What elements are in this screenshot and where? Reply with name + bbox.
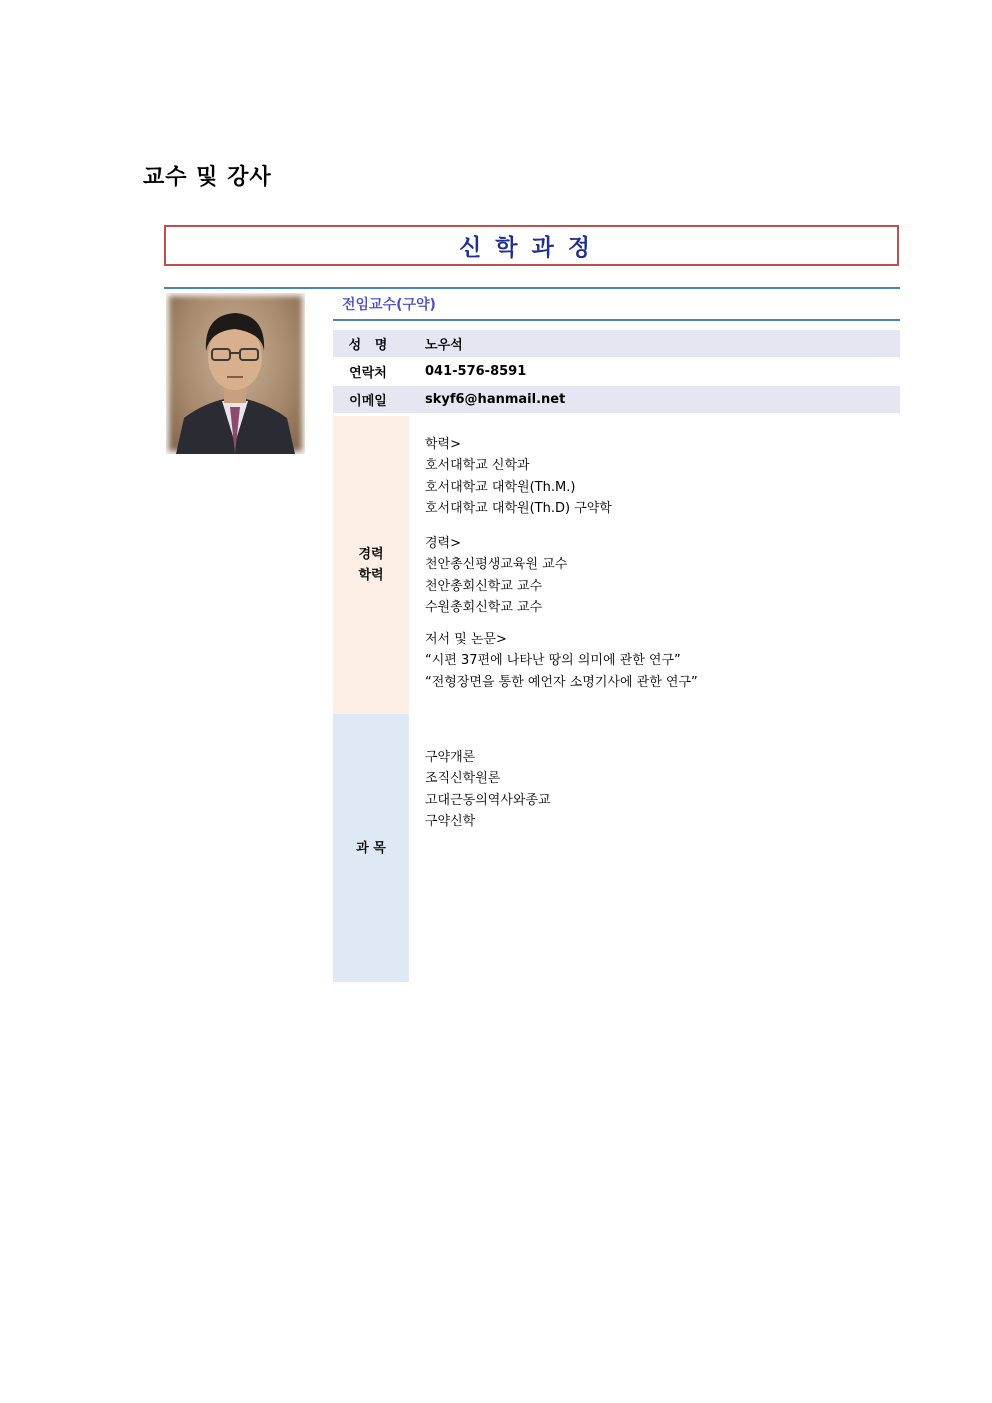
career-title: 경력> [425, 536, 462, 551]
list-item: 호서대학교 대학원(Th.M.) [425, 479, 576, 495]
role-divider [333, 319, 900, 321]
list-item: 구약개론 [425, 750, 476, 765]
education-section [425, 434, 612, 519]
career-label [333, 416, 409, 714]
contact-row [333, 358, 900, 385]
list-item: 조직신학원론 [425, 771, 501, 787]
publications-section [425, 629, 698, 693]
subjects-label [333, 714, 409, 982]
list-item: “전형장면을 통한 예언자 소명기사에 관한 연구” [425, 674, 698, 690]
subjects-label-text: 과 목 [356, 840, 386, 856]
list-item: 수원총회신학교 교수 [425, 599, 543, 615]
list-item: 천안총회신학교 교수 [425, 578, 543, 594]
education-title: 학력> [425, 437, 462, 452]
career-label-line-2: 학력 [358, 568, 384, 583]
list-item: 고대근동의역사와종교 [425, 792, 551, 808]
list-item: 천안총신평생교육원 교수 [425, 557, 568, 573]
career-section [425, 533, 567, 618]
name-value: 노우석 [425, 338, 463, 353]
contact-value: 041-576-8591 [425, 364, 527, 379]
email-value[interactable]: skyf6@hanmail.net [425, 392, 566, 407]
publications-title: 저서 및 논문> [425, 632, 507, 647]
career-label-line-1: 경력 [358, 547, 384, 562]
department-title: 신학과정 [459, 235, 604, 261]
top-divider [164, 287, 900, 289]
list-item: 호서대학교 신학과 [425, 458, 530, 474]
list-item: 구약신학 [425, 813, 476, 829]
email-label: 이메일 [349, 394, 387, 409]
name-row [333, 330, 900, 357]
subjects-section [425, 747, 551, 832]
page-heading: 교수 및 강사 [143, 164, 272, 190]
professor-photo [166, 293, 305, 454]
contact-label: 연락처 [349, 366, 387, 381]
professor-role: 전임교수(구약) [342, 297, 436, 313]
email-row [333, 386, 900, 413]
name-label: 성 명 [348, 338, 388, 353]
list-item: “시편 37편에 나타난 땅의 의미에 관한 연구” [425, 653, 681, 669]
list-item: 호서대학교 대학원(Th.D) 구약학 [425, 500, 612, 516]
department-box [164, 225, 899, 266]
